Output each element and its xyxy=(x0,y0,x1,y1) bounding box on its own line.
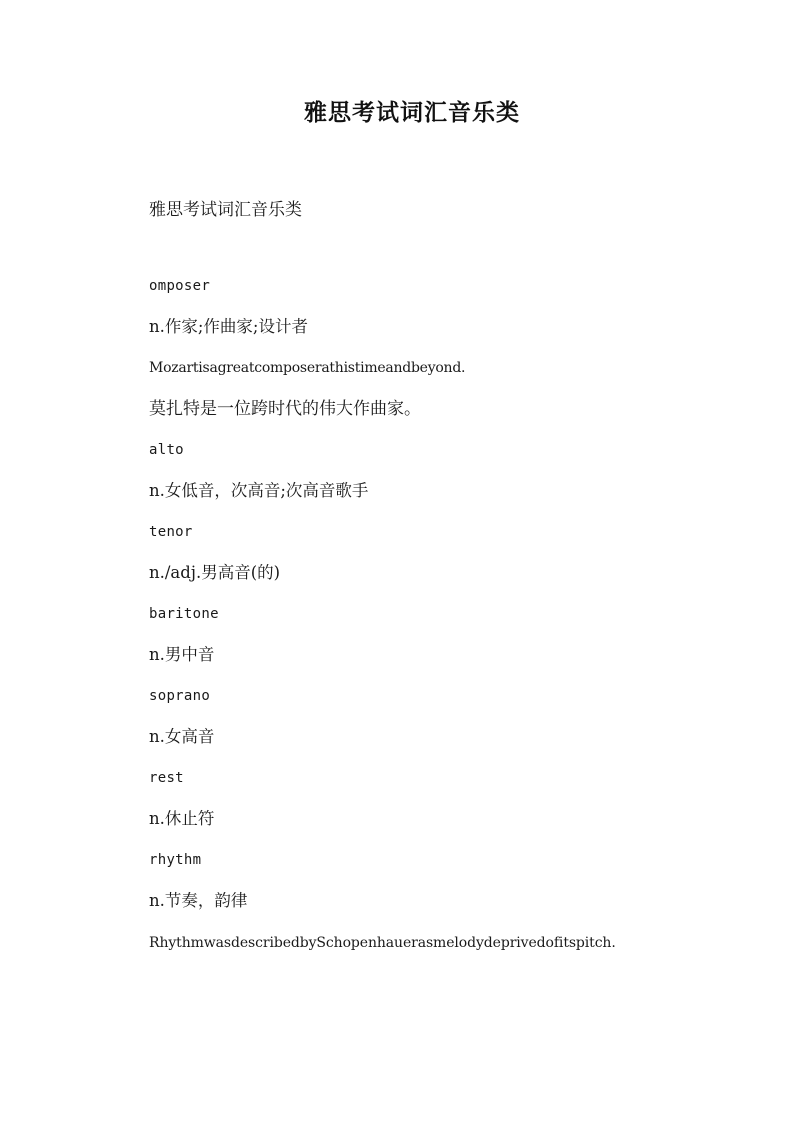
vocab-entry xyxy=(118,684,678,766)
vocab-word: rhythm xyxy=(149,852,202,868)
vocab-definition: n./adj.男高音(的) xyxy=(149,563,281,582)
document-body xyxy=(118,196,678,958)
vocab-entry xyxy=(118,602,678,684)
vocab-entry xyxy=(118,438,678,520)
vocab-word: rest xyxy=(149,770,184,786)
vocab-definition: n.节奏，韵律 xyxy=(149,891,248,910)
vocab-word: omposer xyxy=(149,278,211,294)
vocab-definition: n.女低音，次高音;次高音歌手 xyxy=(149,481,369,500)
vocab-definition: n.休止符 xyxy=(149,809,215,828)
vocab-definition: n.作家;作曲家;设计者 xyxy=(149,317,308,336)
vocab-word: alto xyxy=(149,442,184,458)
vocab-definition: n.女高音 xyxy=(149,727,215,746)
vocab-entry xyxy=(118,520,678,602)
page-title: 雅思考试词汇音乐类 xyxy=(304,99,520,126)
vocab-entry xyxy=(118,274,678,438)
vocab-entry xyxy=(118,766,678,848)
vocab-word: tenor xyxy=(149,524,193,540)
vocab-example-translation: 莫扎特是一位跨时代的伟大作曲家。 xyxy=(149,399,421,419)
example-sentence-paragraph: RhythmwasdescribedbySchopenhauerasmelodydeprivedofitspitch. xyxy=(149,935,616,951)
vocab-entry xyxy=(118,848,678,930)
vocab-word: baritone xyxy=(149,606,219,622)
vocab-word: soprano xyxy=(149,688,211,704)
vocab-definition: n.男中音 xyxy=(149,645,215,664)
document-subtitle: 雅思考试词汇音乐类 xyxy=(149,200,302,220)
vocab-example-sentence: Mozartisagreatcomposerathistimeandbeyond. xyxy=(149,360,466,376)
